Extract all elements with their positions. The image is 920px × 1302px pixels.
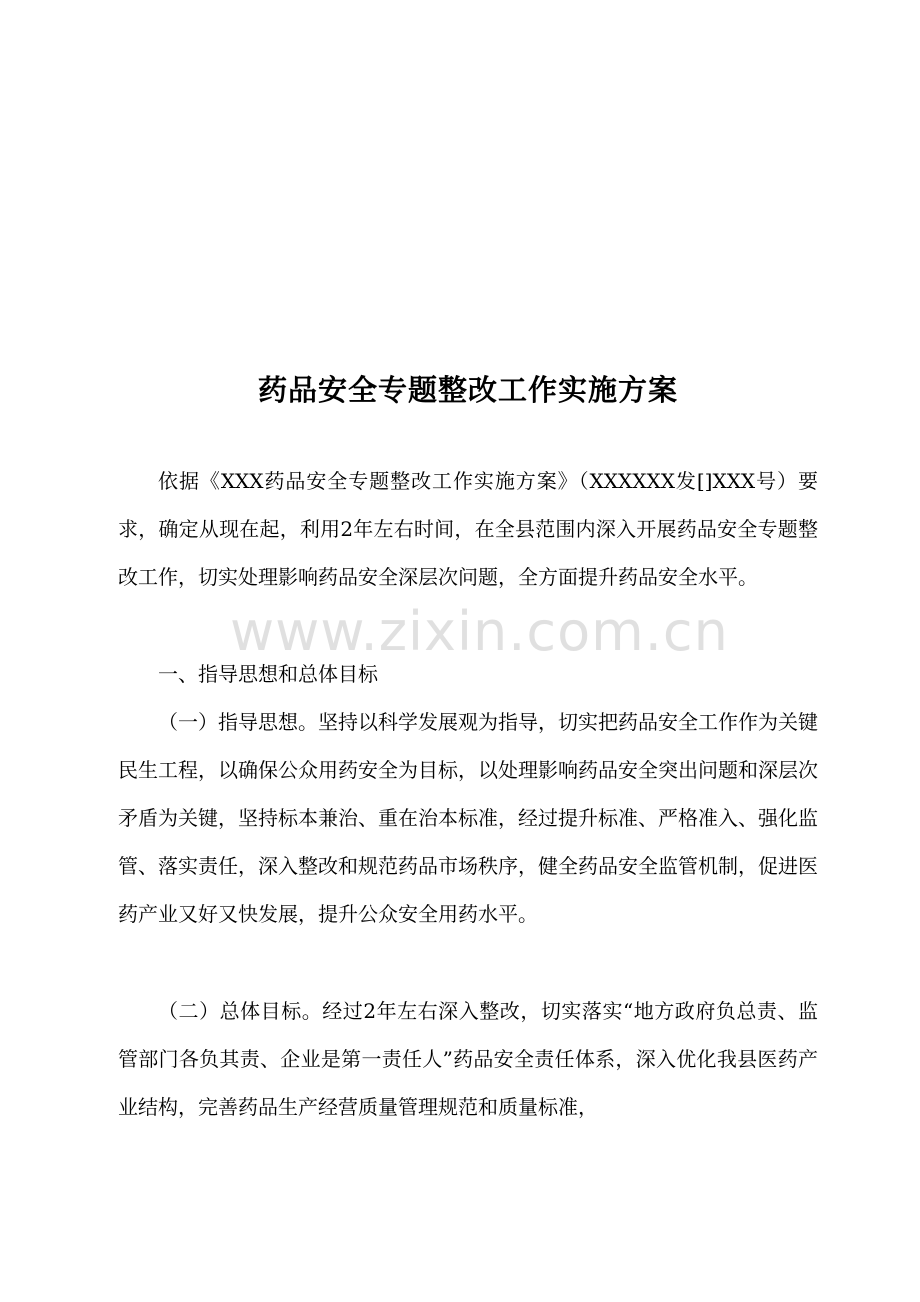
watermark: www.zixin.com.cn <box>230 600 729 663</box>
paragraph-guiding-ideology: （一）指导思想。坚持以科学发展观为指导，切实把药品安全工作作为关键民生工程，以确保公众用药安全为目标，以处理影响药品安全突出问题和深层次矛盾为关键，坚持标本兼治、重在治本标准，经过提升标准、严格准入、强化监管、落实责任，深入整改和规范药品市场秩序，健全药品安全监管机制，促进医药产业又好又快发展，提升公众安全用药水平。 <box>118 710 818 926</box>
document-title: 药品安全专题整改工作实施方案 <box>257 373 678 407</box>
section-heading-1: 一、指导思想和总体目标 <box>158 662 378 686</box>
paragraph-basis: 依据《XXX药品安全专题整改工作实施方案》（XXXXXX发[]XXX号）要求，确定从现在起，利用2年左右时间，在全县范围内深入开展药品安全专题整改工作，切实处理影响药品安全深层次问题，全方面提升药品安全水平。 <box>118 469 818 589</box>
paragraph-overall-goal: （二）总体目标。经过2年左右深入整改，切实落实“地方政府负总责、监管部门各负其责、企业是第一责任人”药品安全责任体系，深入优化我县医药产业结构，完善药品生产经营质量管理规范和质量标准， <box>118 999 818 1119</box>
